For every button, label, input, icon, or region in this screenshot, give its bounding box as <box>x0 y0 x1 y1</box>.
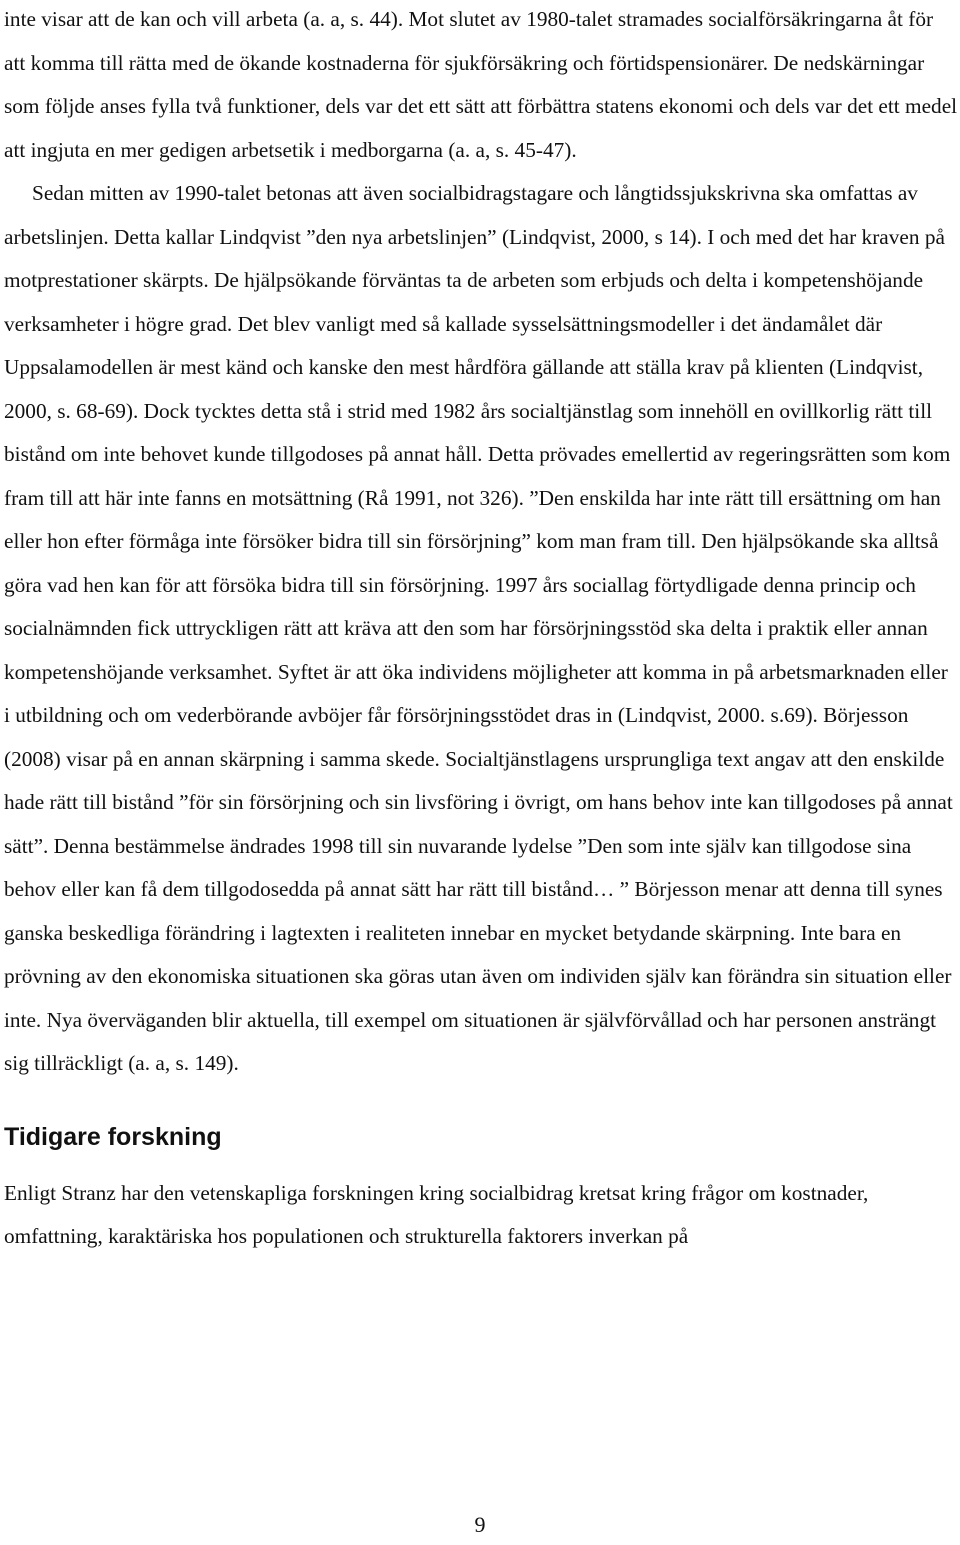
page-number: 9 <box>474 1512 486 1537</box>
body-paragraph-2: Sedan mitten av 1990-talet betonas att även socialbidragstagare och långtidssjukskrivna ska omfattas av arbetslinjen. Detta kallar Lindqvist ”den nya arbetslinjen” (Lindqvist, 2000, s 14). I och med det har kraven på motprestationer skärpts. De hjälpsökande förväntas ta de arbeten som erbjuds och delta i kompetenshöjande verksamheter i högre grad. Det blev vanligt med så kallade sysselsättningsmodeller i det ändamålet där Uppsalamodellen är mest känd och kanske den mest hårdföra gällande att ställa krav på klienten (Lindqvist, 2000, s. 68-69). Dock tycktes detta stå i strid med 1982 års socialtjänstlag som innehöll en ovillkorlig rätt till bistånd om inte behovet kunde tillgodoses på annat håll. Detta prövades emellertid av regeringsrätten som kom fram till att här inte fanns en motsättning (Rå 1991, not 326). ”Den enskilda har inte rätt till ersättning om han eller hon efter förmåga inte försöker bidra till sin försörjning” kom man fram till. Den hjälpsökande ska alltså göra vad hen kan för att försöka bidra till sin försörjning. 1997 års sociallag förtydligade denna princip och socialnämnden fick uttryckligen rätt att kräva att den som har försörjningsstöd ska delta i praktik eller annan kompetenshöjande verksamhet. Syftet är att öka individens möjligheter att komma in på arbetsmarknaden eller i utbildning och om vederbörande avböjer får försörjningsstödet dras in (Lindqvist, 2000. s.69). Börjesson (2008) visar på en annan skärpning i samma skede. Socialtjänstlagens ursprungliga text angav att den enskilde hade rätt till bistånd ”för sin försörjning och sin livsföring i övrigt, om hans behov inte kan tillgodoses på annat sätt”. Denna bestämmelse ändrades 1998 till sin nuvarande lydelse ”Den som inte själv kan tillgodose sina behov eller kan få dem tillgodosedda på annat sätt har rätt till bistånd… ” Börjesson menar att denna till synes ganska beskedliga förändring i lagtexten i realiteten innebar en mycket betydande skärpning. Inte bara en prövning av den ekonomiska situationen ska göras utan även om individen själv kan förändra sin situation eller inte. Nya överväganden blir aktuella, till exempel om situationen är självförvållad och har personen ansträngt sig tillräckligt (a. a, s. 149). <box>4 181 953 1075</box>
body-paragraph-3: Enligt Stranz har den vetenskapliga forskningen kring socialbidrag kretsat kring frågor om kostnader, omfattning, karaktäriska hos populationen och strukturella faktorers inverkan på <box>4 1180 869 1248</box>
section-heading: Tidigare forskning <box>4 1122 222 1151</box>
document-page <box>4 0 959 1259</box>
body-paragraph-1: inte visar att de kan och vill arbeta (a. a, s. 44). Mot slutet av 1980-talet stramades socialförsäkringarna åt för att komma till rätta med de ökande kostnaderna för sjukförsäkring och förtidspensionärer. De nedskärningar som följde anses fylla två funktioner, dels var det ett sätt att förbättra statens ekonomi och dels var det ett medel att ingjuta en mer gedigen arbetsetik i medborgarna (a. a, s. 45-47). <box>4 7 958 162</box>
